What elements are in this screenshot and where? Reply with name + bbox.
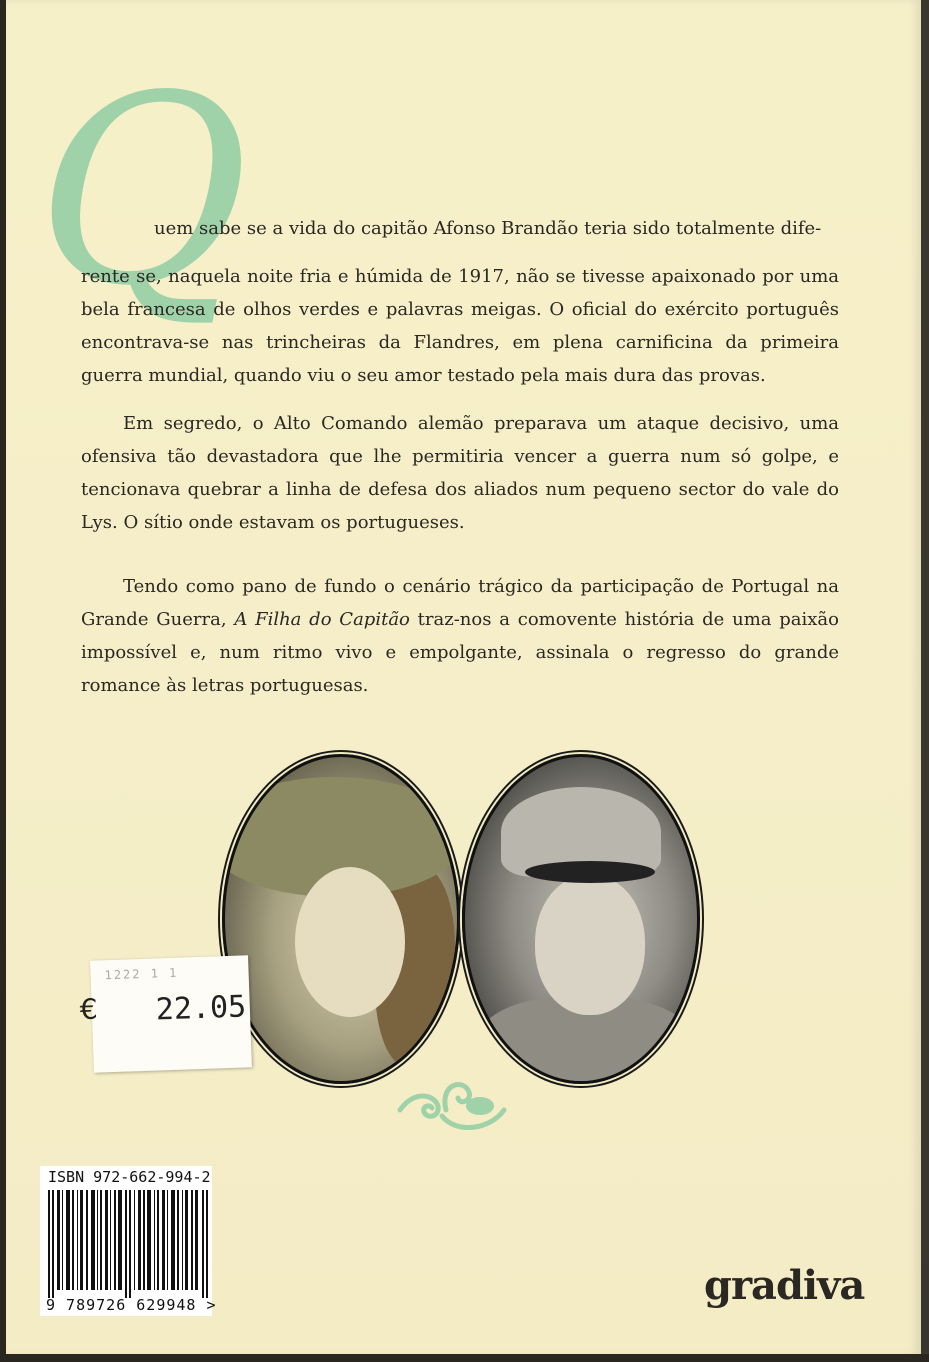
price-faded-text: 1222 1 1 bbox=[104, 965, 179, 983]
drop-cap: Q bbox=[36, 41, 250, 343]
ean-number: 9 789726 629948 > bbox=[46, 1296, 217, 1314]
right-edge bbox=[921, 0, 929, 1362]
portrait-visor bbox=[525, 861, 655, 883]
publisher-logo: gradiva bbox=[704, 1262, 865, 1309]
paragraph-1: rente se, naquela noite fria e húmida de 1917, não se tivesse apaixonado por uma bela francesa de olhos verdes e palavras meigas. O oficial do exército português encontrava-se nas trincheiras da Flandres, em plena carnificina da primeira guerra mundial, quando viu o seu amor testado pela mais dura das provas. bbox=[81, 266, 839, 386]
paragraph-3 bbox=[81, 570, 839, 702]
isbn-label: ISBN 972-662-994-2 bbox=[48, 1168, 211, 1186]
p3-before: Tendo como pano de fundo o cenário trágico da participação de Portugal na Grande Guerra, bbox=[81, 576, 839, 630]
portrait-man bbox=[462, 754, 700, 1084]
barcode-icon bbox=[46, 1190, 212, 1298]
back-cover bbox=[6, 0, 921, 1356]
paragraph-1-first-line: uem sabe se a vida do capitão Afonso Brandão teria sido totalmente dife- bbox=[154, 218, 822, 239]
price-sticker bbox=[79, 955, 252, 1072]
bottom-edge bbox=[0, 1354, 929, 1362]
price-value: 22.05 bbox=[155, 989, 247, 1028]
portrait-face bbox=[295, 867, 405, 1017]
portraits bbox=[218, 754, 698, 1084]
paragraph-2: Em segredo, o Alto Comando alemão preparava um ataque decisivo, uma ofensiva tão devastadora que lhe permitiria vencer a guerra num só golpe, e tencionava quebrar a linha de defesa dos aliados num pequeno sector do vale do Lys. O sítio onde estavam os portugueses. bbox=[81, 413, 839, 533]
ornament-icon bbox=[394, 1076, 510, 1136]
price-currency: € bbox=[79, 992, 99, 1027]
p3-after: traz-nos a comovente história de uma paixão impossível e, num ritmo vivo e empolgante, assinala o regresso do grande romance às letras portuguesas. bbox=[81, 609, 839, 696]
portrait-face bbox=[535, 875, 645, 1015]
portrait-woman bbox=[222, 754, 460, 1084]
book-title: A Filha do Capitão bbox=[234, 609, 410, 630]
